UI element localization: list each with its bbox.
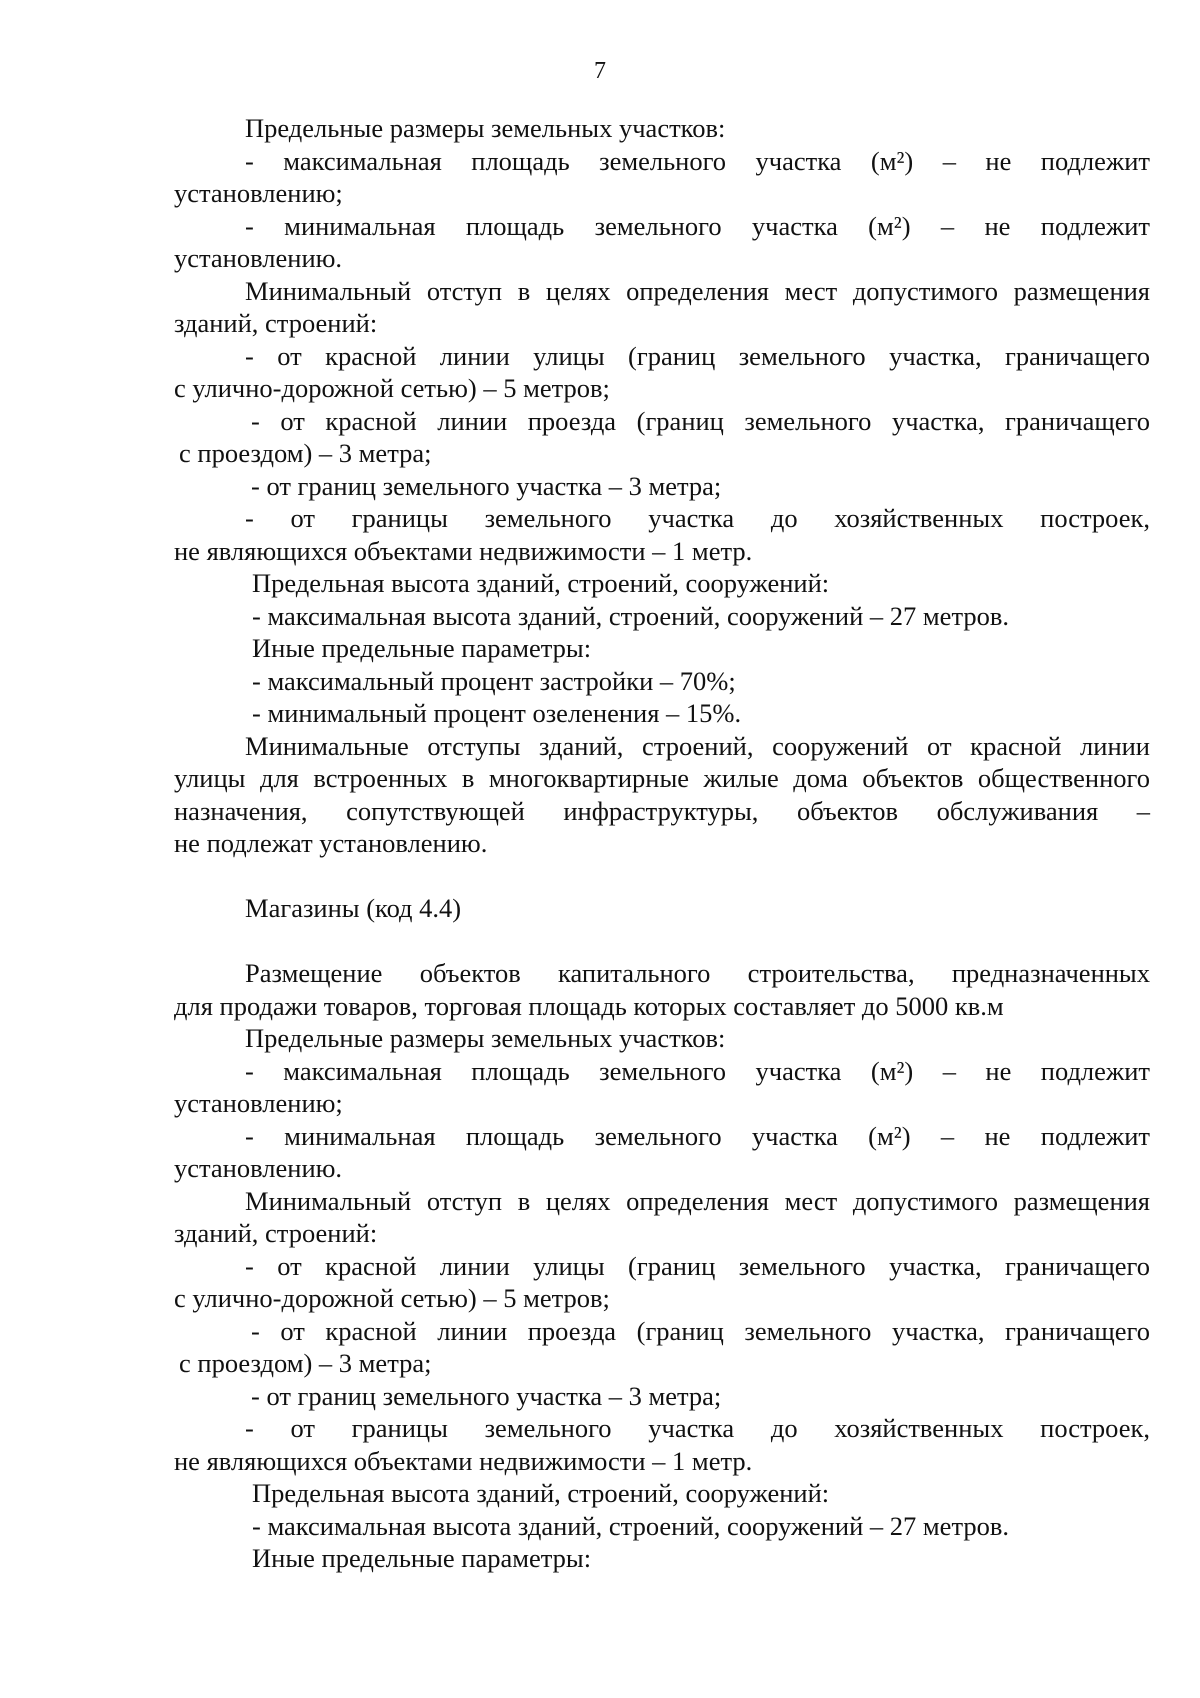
page-number: 7 bbox=[594, 58, 606, 84]
text-line: - от границ земельного участка – 3 метра; bbox=[251, 1380, 722, 1411]
text-line: - от красной линии проезда (границ земельного участка, граничащего bbox=[251, 405, 1150, 436]
text-line: Минимальные отступы зданий, строений, сооружений от красной линии bbox=[245, 730, 1150, 761]
text-line: - от границы земельного участка до хозяйственных построек, bbox=[245, 503, 1150, 533]
text-line: - от границ земельного участка – 3 метра; bbox=[251, 470, 722, 501]
text-line: - от красной линии проезда (границ земельного участка, граничащего bbox=[251, 1315, 1150, 1346]
text-line: с проездом) – 3 метра; bbox=[179, 438, 432, 468]
text-line: - от красной линии улицы (границ земельного участка, граничащего bbox=[245, 340, 1150, 371]
text-line: - максимальная высота зданий, строений, сооружений – 27 метров. bbox=[252, 1510, 1009, 1541]
text-line: не являющихся объектами недвижимости – 1 метр. bbox=[174, 535, 753, 566]
text-line: - от границы земельного участка до хозяйственных построек, bbox=[245, 1413, 1150, 1443]
paragraph-gap bbox=[174, 925, 1150, 958]
text-line: Предельные размеры земельных участков: bbox=[245, 1023, 726, 1053]
text-line: назначения, сопутствующей инфраструктуры, объектов обслуживания – bbox=[174, 795, 1150, 826]
document-body bbox=[174, 112, 1150, 1575]
text-line: улицы для встроенных в многоквартирные жилые дома объектов общественного bbox=[174, 763, 1150, 793]
text-line: Предельная высота зданий, строений, сооружений: bbox=[252, 1478, 830, 1508]
text-line: установлению; bbox=[174, 1088, 343, 1118]
text-line: - максимальная площадь земельного участка (м²) – не подлежит bbox=[245, 1055, 1150, 1086]
section-heading: Магазины (код 4.4) bbox=[245, 893, 462, 923]
text-line: не подлежат установлению. bbox=[174, 828, 488, 858]
text-line: с улично-дорожной сетью) – 5 метров; bbox=[174, 373, 610, 403]
text-line: - максимальная площадь земельного участка (м²) – не подлежит bbox=[245, 145, 1150, 176]
text-line: Иные предельные параметры: bbox=[252, 633, 592, 663]
text-line: Предельные размеры земельных участков: bbox=[245, 113, 726, 143]
text-line: для продажи товаров, торговая площадь которых составляет до 5000 кв.м bbox=[174, 990, 1004, 1021]
text-line: установлению. bbox=[174, 243, 343, 273]
text-line: Минимальный отступ в целях определения мест допустимого размещения bbox=[245, 275, 1150, 306]
text-line: не являющихся объектами недвижимости – 1 метр. bbox=[174, 1445, 753, 1476]
text-line: с улично-дорожной сетью) – 5 метров; bbox=[174, 1283, 610, 1313]
text-line: - максимальная высота зданий, строений, сооружений – 27 метров. bbox=[252, 600, 1009, 631]
text-line: с проездом) – 3 метра; bbox=[179, 1348, 432, 1378]
text-line: Минимальный отступ в целях определения мест допустимого размещения bbox=[245, 1185, 1150, 1216]
text-line: Размещение объектов капитального строительства, предназначенных bbox=[245, 958, 1150, 988]
text-line: - максимальный процент застройки – 70%; bbox=[252, 665, 736, 696]
paragraph-gap bbox=[174, 860, 1150, 893]
text-line: Иные предельные параметры: bbox=[252, 1543, 592, 1573]
text-line: - минимальная площадь земельного участка (м²) – не подлежит bbox=[245, 210, 1150, 241]
text-line: зданий, строений: bbox=[174, 1218, 378, 1248]
text-line: установлению. bbox=[174, 1153, 343, 1183]
text-line: - от красной линии улицы (границ земельного участка, граничащего bbox=[245, 1250, 1150, 1281]
text-line: - минимальная площадь земельного участка (м²) – не подлежит bbox=[245, 1120, 1150, 1151]
text-line: - минимальный процент озеленения – 15%. bbox=[252, 698, 742, 728]
text-line: зданий, строений: bbox=[174, 308, 378, 338]
text-line: Предельная высота зданий, строений, сооружений: bbox=[252, 568, 830, 598]
text-line: установлению; bbox=[174, 178, 343, 208]
